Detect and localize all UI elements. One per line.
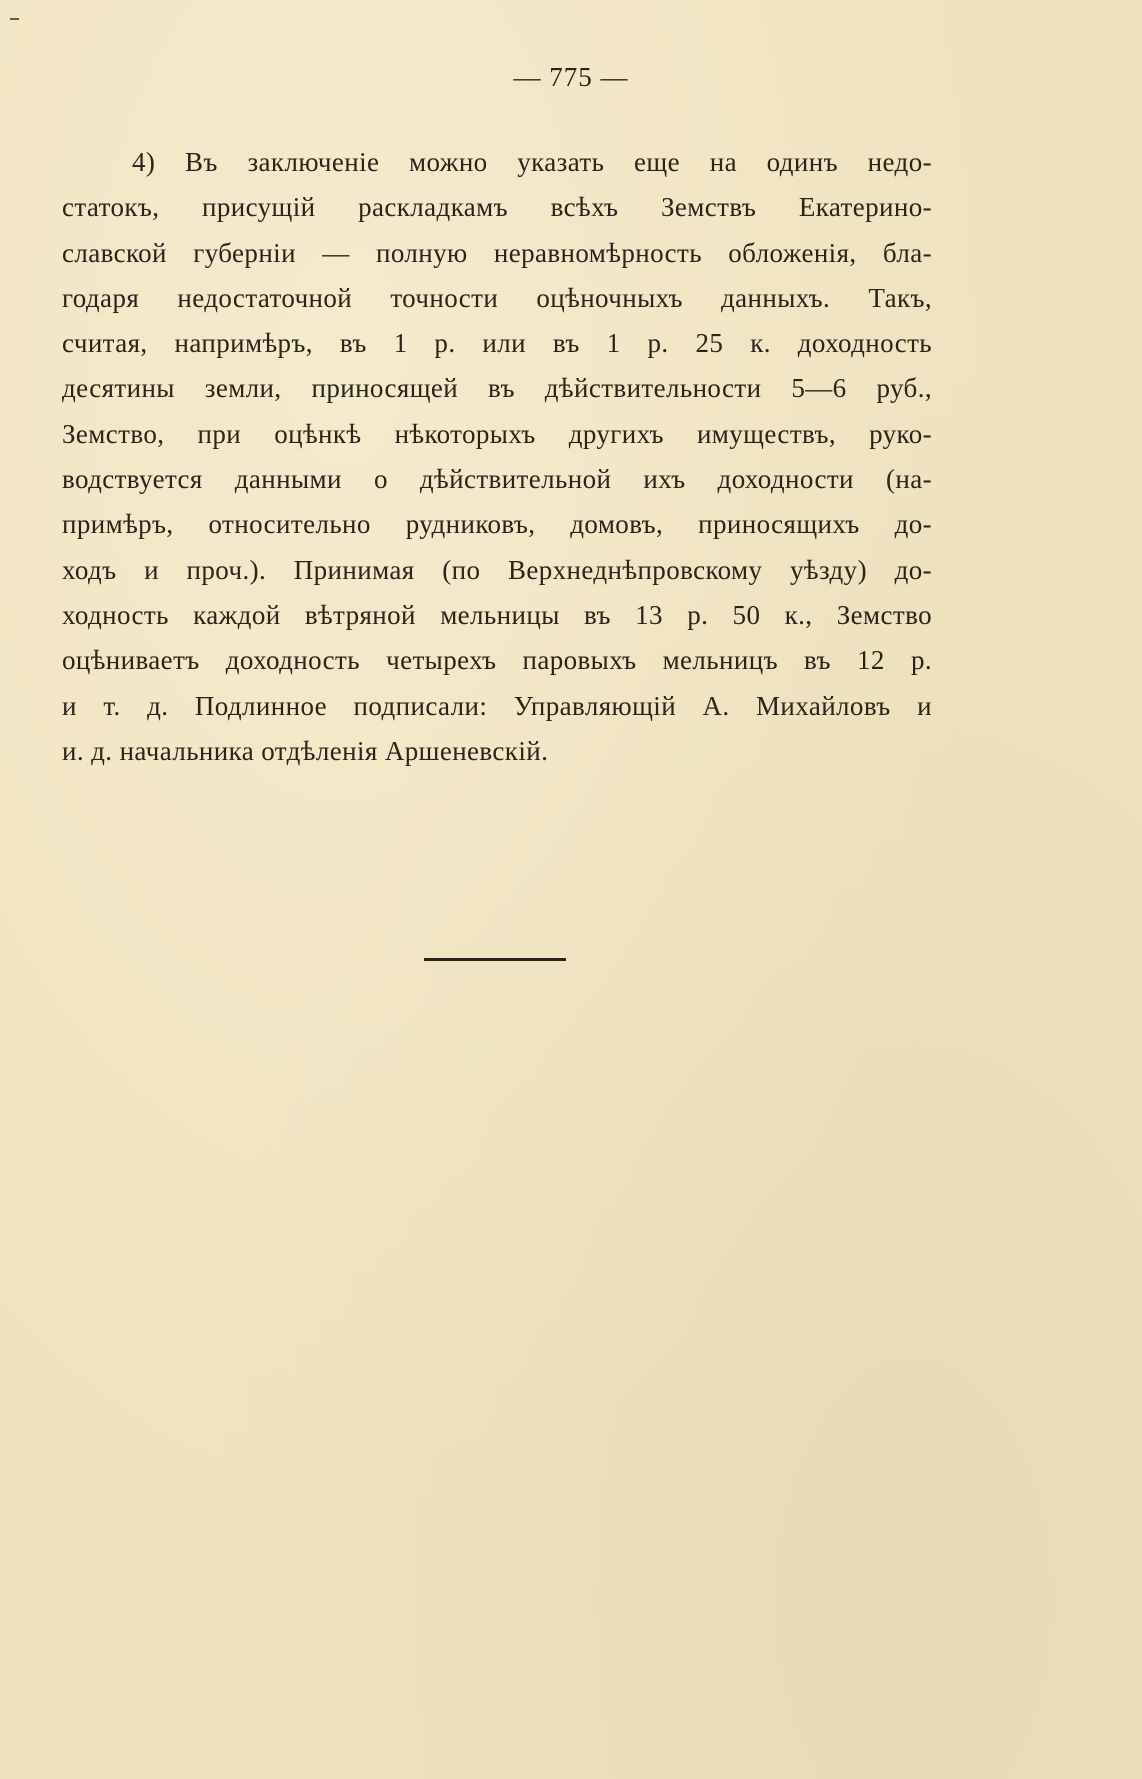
paragraph-line: водствуется данными о дѣйствительной ихъ доходности (на- xyxy=(62,464,932,495)
section-end-rule xyxy=(424,958,566,961)
paragraph-line: годаря недостаточной точности оцѣночныхъ данныхъ. Такъ, xyxy=(62,282,932,313)
paragraph-line: ходъ и проч.). Принимая (по Верхнеднѣпровскому уѣзду) до- xyxy=(62,554,932,585)
paragraph-line: считая, напримѣръ, въ 1 р. или въ 1 р. 25 к. доходность xyxy=(62,328,932,359)
paragraph-line: статокъ, присущій раскладкамъ всѣхъ Земствъ Екатерино- xyxy=(62,192,932,223)
paragraph-line: примѣръ, относительно рудниковъ, домовъ, приносящихъ до- xyxy=(62,509,932,540)
paragraph-line: оцѣниваетъ доходность четырехъ паровыхъ мельницъ въ 12 р. xyxy=(62,645,932,676)
paragraph-line: и. д. начальника отдѣленія Аршеневскій. xyxy=(62,735,549,766)
paragraph-line: десятины земли, приносящей въ дѣйствительности 5—6 руб., xyxy=(62,373,932,404)
paragraph-line: Земство, при оцѣнкѣ нѣкоторыхъ другихъ имуществъ, руко- xyxy=(62,418,932,449)
paragraph-line: 4) Въ заключеніе можно указать еще на одинъ недо- xyxy=(132,147,932,177)
page-number: — 775 — xyxy=(513,62,629,92)
body-paragraph xyxy=(62,140,932,774)
edge-mark xyxy=(10,18,19,20)
paragraph-line: и т. д. Подлинное подписали: Управляющій А. Михайловъ и xyxy=(62,690,932,721)
paragraph-line: ходность каждой вѣтряной мельницы въ 13 р. 50 к., Земство xyxy=(62,599,932,630)
paragraph-line: славской губерніи — полную неравномѣрность обложенія, бла- xyxy=(62,237,932,268)
